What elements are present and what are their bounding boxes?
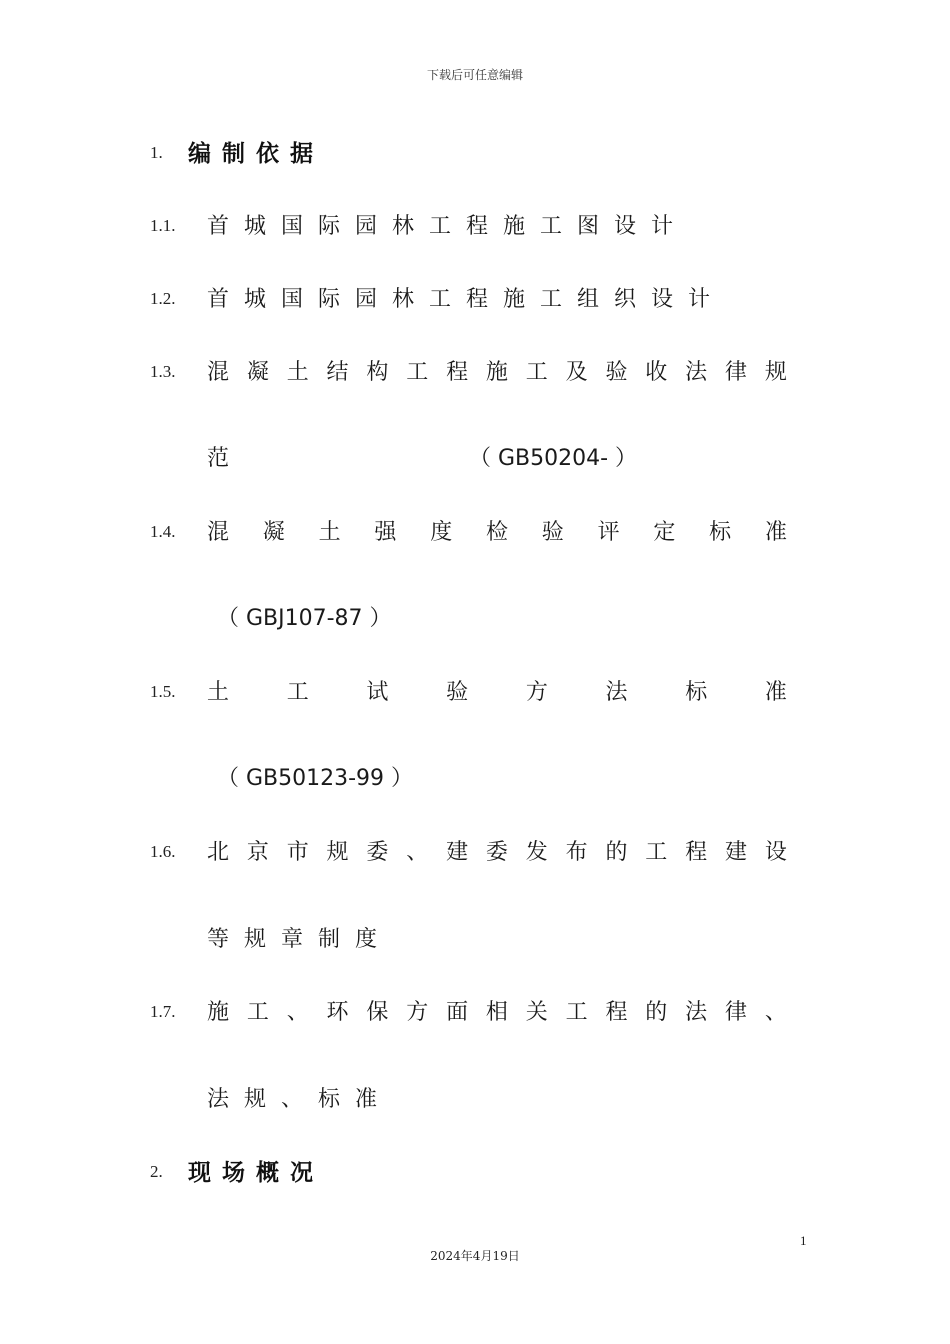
justified-char: 标 [709,520,732,545]
item-1-4-text [207,515,787,546]
justified-char: 试 [366,680,389,705]
justified-char: 法 [685,360,708,385]
justified-char: 工 [525,360,548,385]
justified-char: 方 [406,1000,429,1025]
justified-char: 、 [406,840,429,865]
justified-char: 建 [446,840,469,865]
justified-char: 强 [374,520,397,545]
justified-char: 程 [605,1000,628,1025]
justified-char: 工 [645,840,668,865]
page-header: 下载后可任意编辑 [426,68,523,82]
item-1-3-standard-code: （ GB50204- ） [469,446,638,471]
justified-char: 施 [207,1000,230,1025]
justified-char: 验 [541,520,564,545]
justified-char: 法 [605,680,628,705]
justified-char: 构 [366,360,389,385]
justified-char: 市 [286,840,309,865]
section-2-number: 2. [150,1162,163,1181]
justified-char: 凝 [262,520,285,545]
justified-char: 委 [366,840,389,865]
item-1-2-number: 1.2. [150,289,176,308]
justified-char: 土 [286,360,309,385]
item-1-6-text [207,835,787,866]
justified-char: 环 [326,1000,349,1025]
page-footer-date: 2024年4月19日 [430,1249,520,1263]
justified-char: 面 [446,1000,469,1025]
justified-char: 保 [366,1000,389,1025]
section-2-title: 现场概况 [188,1160,324,1186]
justified-char: 准 [764,520,787,545]
item-1-3-text [207,355,787,386]
item-1-3-number: 1.3. [150,362,176,381]
justified-char: 京 [246,840,269,865]
justified-char: 程 [685,840,708,865]
justified-char: 验 [446,680,469,705]
justified-char: 规 [764,360,787,385]
justified-char: 及 [565,360,588,385]
item-1-5-text [207,675,787,706]
justified-char: 发 [525,840,548,865]
item-1-7-number: 1.7. [150,1002,176,1021]
section-1-title: 编制依据 [188,141,324,167]
justified-char: 工 [246,1000,269,1025]
justified-char: 施 [485,360,508,385]
item-1-3-text-cont [207,441,787,472]
justified-char: 混 [207,520,230,545]
justified-char: 法 [685,1000,708,1025]
justified-char: 设 [764,840,787,865]
justified-char: 的 [645,1000,668,1025]
justified-char: 凝 [246,360,269,385]
justified-char: 布 [565,840,588,865]
justified-char: 工 [406,360,429,385]
item-1-6-number: 1.6. [150,842,176,861]
justified-char: 、 [286,1000,309,1025]
item-1-6-text-cont: 等规章制度 [207,927,393,952]
justified-char: 方 [525,680,548,705]
item-1-4-number: 1.4. [150,522,176,541]
justified-char: 验 [605,360,628,385]
item-1-4-standard-code: （ GBJ107-87 ） [217,606,392,631]
justified-char: 土 [318,520,341,545]
item-1-1-number: 1.1. [150,216,176,235]
item-1-2-text: 首城国际园林工程施工组织设计 [207,287,726,312]
justified-char: 检 [485,520,508,545]
justified-char: 委 [485,840,508,865]
justified-char: 准 [764,680,787,705]
item-1-7-text-cont: 法规、标准 [207,1087,393,1112]
justified-char: 关 [525,1000,548,1025]
justified-char: 定 [653,520,676,545]
justified-char: 、 [764,1000,787,1025]
justified-char: 土 [207,680,230,705]
item-1-1-text: 首城国际园林工程施工图设计 [207,214,689,239]
justified-char: 北 [207,840,230,865]
justified-char: 混 [207,360,230,385]
justified-char: 规 [326,840,349,865]
item-1-3-text-cont-a: 范 [207,446,230,471]
item-1-5-number: 1.5. [150,682,176,701]
justified-char: 工 [286,680,309,705]
item-1-7-text [207,995,787,1026]
justified-char: 评 [597,520,620,545]
justified-char: 相 [485,1000,508,1025]
justified-char: 的 [605,840,628,865]
justified-char: 律 [724,360,747,385]
justified-char: 标 [685,680,708,705]
justified-char: 建 [724,840,747,865]
justified-char: 工 [565,1000,588,1025]
section-1-number: 1. [150,143,163,162]
justified-char: 律 [724,1000,747,1025]
item-1-5-standard-code: （ GB50123-99 ） [217,766,414,791]
justified-char: 度 [430,520,453,545]
justified-char: 结 [326,360,349,385]
justified-char: 程 [446,360,469,385]
justified-char: 收 [645,360,668,385]
page-number: 1 [800,1233,807,1248]
